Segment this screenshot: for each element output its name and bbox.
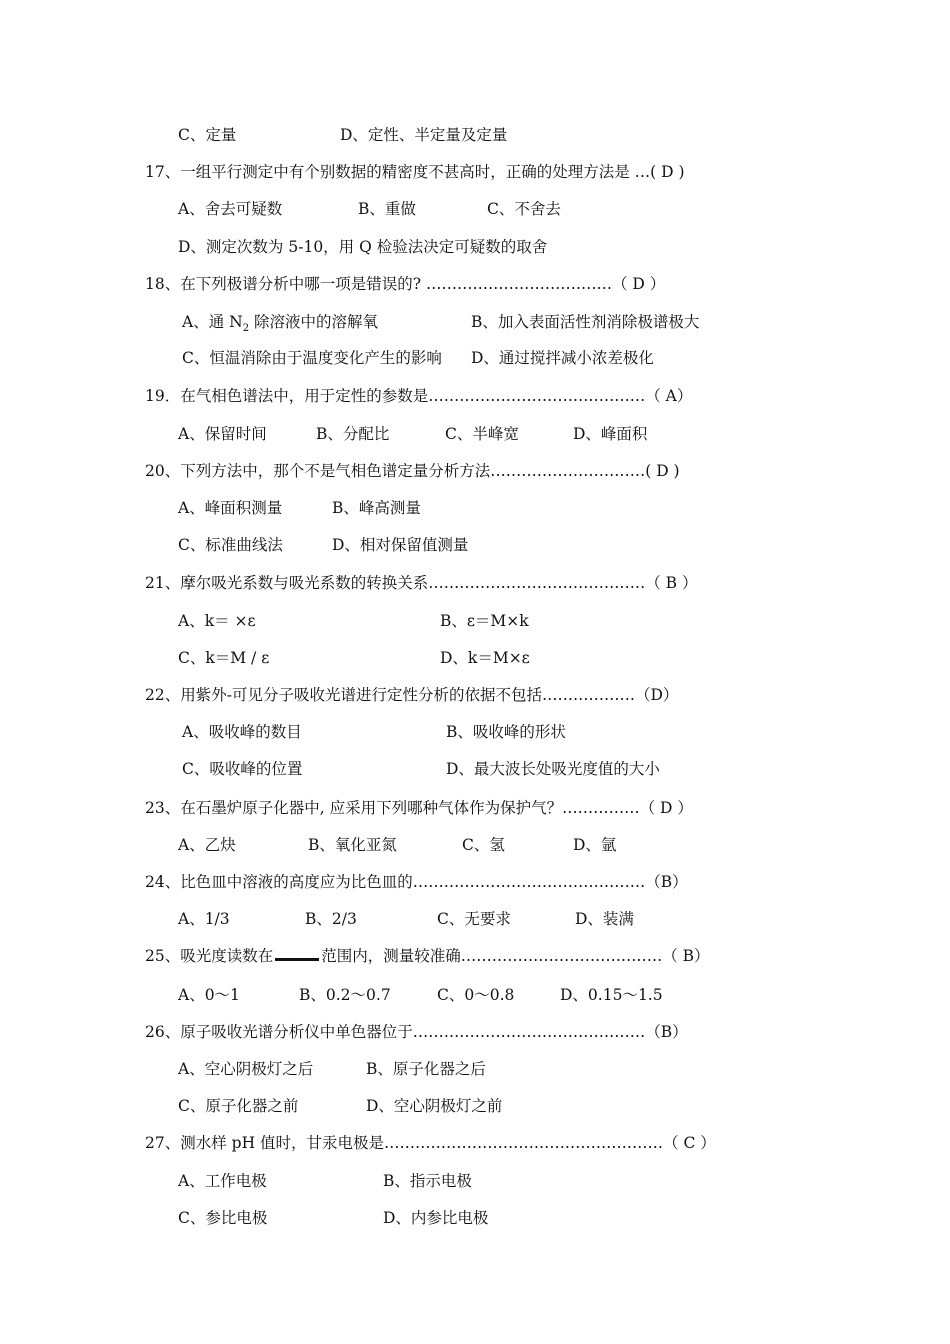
q25-option-d: D、0.15～1.5 [560, 986, 663, 1004]
q24-option-d: D、装满 [575, 910, 634, 928]
q17-option-d: D、测定次数为 5-10，用 Q 检验法决定可疑数的取舍 [178, 238, 548, 256]
q18-option-a-subscript: 2 [242, 323, 250, 334]
q21-option-d: D、k＝M×ε [440, 649, 530, 667]
question-24: 24、比色皿中溶液的高度应为比色皿的………………………………………（B） [145, 873, 688, 891]
option-c-prev: C、定量 [178, 126, 237, 144]
question-20: 20、下列方法中，那个不是气相色谱定量分析方法…………………………( D ) [145, 462, 680, 480]
q19-option-b: B、分配比 [316, 425, 390, 443]
q27-option-b: B、指示电极 [383, 1172, 472, 1190]
q24-option-b: B、2/3 [305, 910, 357, 928]
question-17: 17、一组平行测定中有个别数据的精密度不甚高时，正确的处理方法是 …( D ) [145, 163, 685, 181]
q19-option-d: D、峰面积 [573, 425, 648, 443]
q21-option-a: A、k＝ ×ε [178, 612, 256, 630]
question-21: 21、摩尔吸光系数与吸光系数的转换关系……………………………………（ B ） [145, 574, 698, 592]
q19-option-a: A、保留时间 [178, 425, 267, 443]
q25-option-c: C、0～0.8 [437, 986, 515, 1004]
question-19: 19．在气相色谱法中，用于定性的参数是……………………………………（ A） [145, 387, 693, 405]
question-18: 18、在下列极谱分析中哪一项是错误的? ………………………………（ D ） [145, 275, 666, 293]
q17-option-b: B、重做 [358, 200, 416, 218]
q20-option-d: D、相对保留值测量 [332, 536, 469, 554]
option-d-prev: D、定性、半定量及定量 [340, 126, 508, 144]
q24-option-c: C、无要求 [437, 910, 511, 928]
q19-option-c: C、半峰宽 [445, 425, 519, 443]
question-23: 23、在石墨炉原子化器中, 应采用下列哪种气体作为保护气？……………（ D ） [145, 799, 693, 817]
q25-option-a: A、0～1 [178, 986, 240, 1004]
q25-option-b: B、0.2～0.7 [299, 986, 391, 1004]
question-25-text-2: 范围内，测量较准确…………………………………（ B） [321, 947, 710, 965]
q24-option-a: A、1/3 [178, 910, 230, 928]
q21-option-b: B、ε＝M×k [440, 612, 529, 630]
question-26: 26、原子吸收光谱分析仪中单色器位于………………………………………（B） [145, 1023, 688, 1041]
q20-option-a: A、峰面积测量 [178, 499, 283, 517]
q23-option-d: D、氩 [573, 836, 617, 854]
q22-option-c: C、吸收峰的位置 [182, 760, 303, 778]
q22-option-b: B、吸收峰的形状 [446, 723, 566, 741]
q22-option-a: A、吸收峰的数目 [182, 723, 302, 741]
q17-option-a: A、舍去可疑数 [178, 200, 283, 218]
q26-option-b: B、原子化器之后 [366, 1060, 486, 1078]
q27-option-c: C、参比电极 [178, 1209, 268, 1227]
q20-option-c: C、标准曲线法 [178, 536, 283, 554]
q18-option-a-text-2: 除溶液中的溶解氧 [249, 313, 378, 331]
q17-option-c: C、不舍去 [487, 200, 561, 218]
q18-option-b: B、加入表面活性剂消除极谱极大 [471, 313, 700, 331]
q26-option-a: A、空心阴极灯之后 [178, 1060, 314, 1078]
answer-blank [275, 946, 319, 961]
q23-option-a: A、乙炔 [178, 836, 236, 854]
q20-option-b: B、峰高测量 [332, 499, 421, 517]
q22-option-d: D、最大波长处吸光度值的大小 [446, 760, 660, 778]
q27-option-d: D、内参比电极 [383, 1209, 489, 1227]
question-25-text: 25、吸光度读数在 [145, 947, 274, 965]
q26-option-d: D、空心阴极灯之前 [366, 1097, 503, 1115]
q18-option-c: C、恒温消除由于温度变化产生的影响 [182, 349, 442, 367]
q21-option-c: C、k＝M / ε [178, 649, 270, 667]
q18-option-d: D、通过搅拌减小浓差极化 [471, 349, 654, 367]
question-22: 22、用紫外-可见分子吸收光谱进行定性分析的依据不包括………………（D） [145, 686, 679, 704]
q18-option-a-text: A、通 N [182, 313, 243, 331]
q23-option-c: C、氢 [462, 836, 505, 854]
q23-option-b: B、氧化亚氮 [308, 836, 397, 854]
q27-option-a: A、工作电极 [178, 1172, 267, 1190]
question-25 [145, 946, 710, 966]
q26-option-c: C、原子化器之前 [178, 1097, 299, 1115]
q18-option-a [182, 312, 378, 339]
question-27: 27、测水样 pH 值时，甘汞电极是………………………………………………（ C ） [145, 1134, 716, 1152]
